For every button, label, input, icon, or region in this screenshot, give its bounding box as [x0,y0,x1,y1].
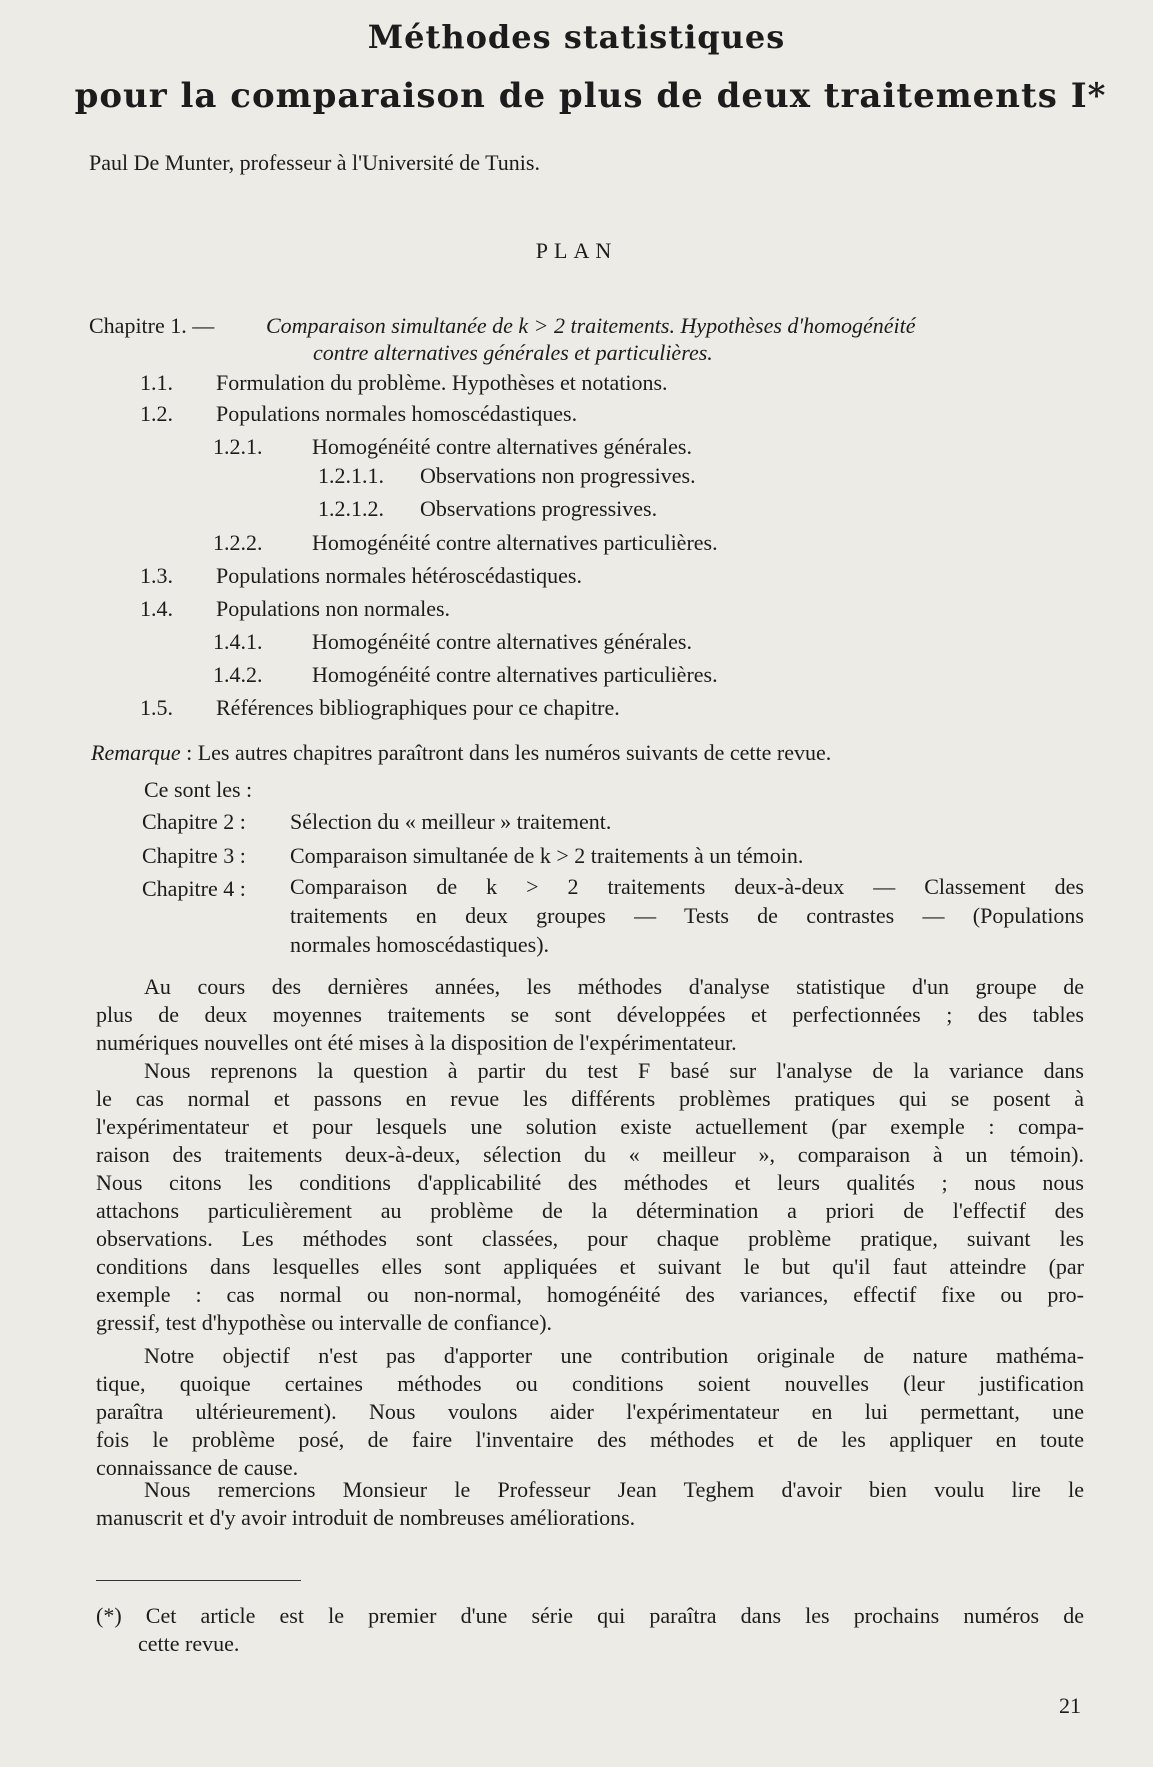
toc-text: Observations non progressives. [420,463,696,488]
toc-number: 1.1. [140,370,173,395]
paragraph-line: tique, quoique certaines méthodes ou conditions soient nouvelles (leur justification [96,1371,1084,1396]
paragraph-line: le cas normal et passons en revue les différents problèmes pratiques qui se posent à [96,1086,1084,1111]
chapter1-title-line2: contre alternatives générales et particulières. [313,340,713,365]
footnote-line: cette revue. [138,1631,240,1656]
paragraph-line: observations. Les méthodes sont classées, pour chaque problème pratique, suivant les [96,1226,1084,1251]
article-title-line1: Méthodes statistiques [367,18,786,56]
toc-text: Homogénéité contre alternatives particulières. [312,662,718,687]
footnote-line: (*) Cet article est le premier d'une série qui paraîtra dans les prochains numéros de [96,1603,1084,1628]
toc-number: 1.2.1. [213,434,263,459]
remark-intro: Ce sont les : [144,777,253,802]
toc-number: 1.2.1.1. [318,463,384,488]
toc-text: Formulation du problème. Hypothèses et notations. [216,370,668,395]
remark-label: Remarque [91,740,181,765]
toc-text: Références bibliographiques pour ce chapitre. [216,695,620,720]
paragraph-line: raison des traitements deux-à-deux, sélection du « meilleur », comparaison à un témoin). [96,1142,1084,1167]
paragraph-line: Notre objectif n'est pas d'apporter une contribution originale de nature mathéma- [144,1343,1084,1368]
toc-text: Homogénéité contre alternatives générales. [312,629,692,654]
chapter-text: Comparaison simultanée de k > 2 traitements à un témoin. [290,843,804,868]
toc-text: Observations progressives. [420,496,658,521]
toc-text: Homogénéité contre alternatives particulières. [312,530,718,555]
paragraph-line: gressif, test d'hypothèse ou intervalle de confiance). [96,1310,553,1335]
paragraph-line: numériques nouvelles ont été mises à la disposition de l'expérimentateur. [96,1030,737,1055]
chapter1-heading [89,313,214,339]
chapter1-title-line1: Comparaison simultanée de k > 2 traitements. Hypothèses d'homogénéité [266,313,916,338]
remark-text: : Les autres chapitres paraîtront dans les numéros suivants de cette revue. [186,740,832,765]
paragraph-line: Au cours des dernières années, les méthodes d'analyse statistique d'un groupe de [144,974,1084,999]
chapter4-line: Comparaison de k > 2 traitements deux-à-deux — Classement des [290,874,1084,899]
toc-text: Populations normales homoscédastiques. [216,401,578,426]
chapter4-line: normales homoscédastiques). [290,932,550,957]
toc-number: 1.5. [140,695,173,720]
paragraph-line: exemple : cas normal ou non-normal, homogénéité des variances, effectif fixe ou pro- [96,1282,1084,1307]
paragraph-line: fois le problème posé, de faire l'inventaire des méthodes et de les appliquer en toute [96,1427,1084,1452]
toc-number: 1.4. [140,596,173,621]
toc-number: 1.4.1. [213,629,263,654]
paragraph-line: Nous citons les conditions d'applicabilité des méthodes et leurs qualités ; nous nous [96,1170,1084,1195]
paragraph-line: connaissance de cause. [96,1455,299,1480]
toc-number: 1.2. [140,401,173,426]
chapter-label: Chapitre 2 : [142,809,246,834]
paragraph-line: Nous reprenons la question à partir du test F basé sur l'analyse de la variance dans [144,1058,1084,1083]
chapter-label: Chapitre 4 : [142,876,246,901]
chapter1-label: Chapitre 1. — [89,313,215,338]
chapter4-line: traitements en deux groupes — Tests de contrastes — (Populations [290,903,1084,928]
toc-text: Populations normales hétéroscédastiques. [216,563,582,588]
paragraph-line: plus de deux moyennes traitements se sont développées et perfectionnées ; des tables [96,1002,1084,1027]
plan-heading: PLAN [535,238,618,263]
paragraph-line: l'expérimentateur et pour lesquels une solution existe actuellement (par exemple : compa- [96,1114,1084,1139]
chapter-text: Sélection du « meilleur » traitement. [290,809,612,834]
paragraph-line: attachons particulièrement au problème de la détermination a priori de l'effectif des [96,1198,1084,1223]
toc-number: 1.4.2. [213,662,263,687]
footnote-rule [96,1580,301,1581]
author-line: Paul De Munter, professeur à l'Université de Tunis. [89,150,540,175]
toc-number: 1.2.2. [213,530,263,555]
toc-text: Populations non normales. [216,596,451,621]
toc-text: Homogénéité contre alternatives générales. [312,434,692,459]
remark-line [91,740,831,766]
paragraph-line: manuscrit et d'y avoir introduit de nombreuses améliorations. [96,1505,636,1530]
paragraph-line: paraîtra ultérieurement). Nous voulons aider l'expérimentateur en lui permettant, une [96,1399,1084,1424]
page-number: 21 [1059,1693,1081,1718]
chapter-label: Chapitre 3 : [142,843,246,868]
paragraph-line: Nous remercions Monsieur le Professeur Jean Teghem d'avoir bien voulu lire le [144,1477,1084,1502]
paragraph-line: conditions dans lesquelles elles sont appliquées et suivant le but qu'il faut atteindre (par [96,1254,1084,1279]
toc-number: 1.3. [140,563,173,588]
toc-number: 1.2.1.2. [318,496,384,521]
article-title-line2: pour la comparaison de plus de deux traitements I* [74,76,1107,116]
